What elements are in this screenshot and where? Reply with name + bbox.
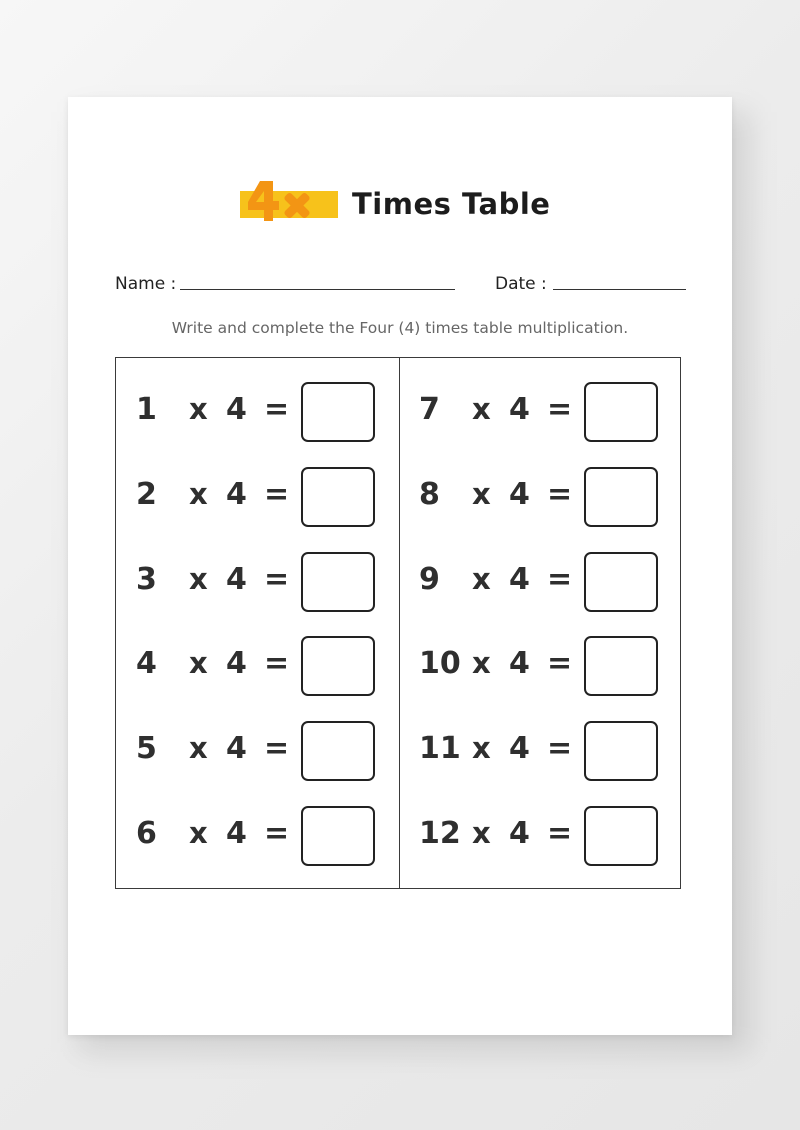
problem-multiplicand: 5 — [136, 731, 157, 766]
four-times-logo-icon — [240, 177, 338, 227]
answer-box[interactable] — [301, 636, 375, 696]
worksheet-header — [240, 177, 570, 227]
worksheet-page — [68, 97, 732, 1035]
problem-multiplicand: 4 — [136, 646, 157, 681]
date-label: Date : — [495, 274, 547, 294]
problem-row — [399, 382, 682, 442]
problem-row — [399, 806, 682, 866]
problem-multiplier: 4 — [509, 562, 530, 597]
equals-sign: = — [547, 646, 573, 681]
answer-box[interactable] — [301, 382, 375, 442]
problem-multiplier: 4 — [509, 392, 530, 427]
times-sign: x — [472, 562, 491, 596]
answer-box[interactable] — [584, 636, 658, 696]
problem-multiplier: 4 — [226, 731, 247, 766]
problem-multiplier: 4 — [226, 816, 247, 851]
problem-multiplier: 4 — [226, 392, 247, 427]
problem-multiplier: 4 — [509, 816, 530, 851]
problem-multiplier: 4 — [509, 731, 530, 766]
equals-sign: = — [547, 477, 573, 512]
problem-multiplicand: 7 — [419, 392, 440, 427]
problem-row — [116, 382, 399, 442]
problem-row — [399, 552, 682, 612]
answer-box[interactable] — [584, 721, 658, 781]
equals-sign: = — [547, 731, 573, 766]
times-sign: x — [189, 392, 208, 426]
times-sign: x — [189, 816, 208, 850]
equals-sign: = — [264, 646, 290, 681]
problem-row — [116, 552, 399, 612]
problem-multiplicand: 6 — [136, 816, 157, 851]
left-column — [116, 358, 399, 888]
equals-sign: = — [264, 392, 290, 427]
equals-sign: = — [264, 731, 290, 766]
name-label: Name : — [115, 274, 177, 294]
problem-multiplicand: 2 — [136, 477, 157, 512]
times-sign: x — [189, 646, 208, 680]
problem-multiplier: 4 — [226, 562, 247, 597]
name-line[interactable] — [180, 289, 455, 290]
times-sign: x — [472, 816, 491, 850]
equals-sign: = — [264, 477, 290, 512]
right-column — [399, 358, 682, 888]
answer-box[interactable] — [301, 467, 375, 527]
answer-box[interactable] — [584, 382, 658, 442]
equals-sign: = — [547, 562, 573, 597]
problem-multiplicand: 9 — [419, 562, 440, 597]
answer-box[interactable] — [301, 552, 375, 612]
problem-row — [399, 467, 682, 527]
problem-multiplicand: 11 — [419, 731, 461, 766]
problem-row — [116, 721, 399, 781]
times-sign: x — [189, 477, 208, 511]
answer-box[interactable] — [301, 806, 375, 866]
problem-row — [399, 721, 682, 781]
instruction-text: Write and complete the Four (4) times table multiplication. — [171, 319, 629, 337]
problem-multiplicand: 3 — [136, 562, 157, 597]
problem-row — [116, 806, 399, 866]
problem-row — [116, 636, 399, 696]
times-sign: x — [472, 477, 491, 511]
times-sign: x — [189, 731, 208, 765]
problem-multiplier: 4 — [509, 477, 530, 512]
equals-sign: = — [264, 562, 290, 597]
times-sign: x — [472, 731, 491, 765]
page-title: Times Table — [352, 187, 551, 221]
problem-multiplier: 4 — [226, 646, 247, 681]
problem-grid — [115, 357, 681, 889]
answer-box[interactable] — [584, 806, 658, 866]
problem-multiplicand: 1 — [136, 392, 157, 427]
problem-multiplier: 4 — [509, 646, 530, 681]
problem-multiplier: 4 — [226, 477, 247, 512]
date-line[interactable] — [553, 289, 686, 290]
problem-row — [399, 636, 682, 696]
problem-multiplicand: 10 — [419, 646, 461, 681]
equals-sign: = — [264, 816, 290, 851]
answer-box[interactable] — [584, 552, 658, 612]
times-sign: x — [189, 562, 208, 596]
equals-sign: = — [547, 816, 573, 851]
answer-box[interactable] — [301, 721, 375, 781]
answer-box[interactable] — [584, 467, 658, 527]
times-sign: x — [472, 392, 491, 426]
times-sign: x — [472, 646, 491, 680]
problem-multiplicand: 8 — [419, 477, 440, 512]
problem-multiplicand: 12 — [419, 816, 461, 851]
problem-row — [116, 467, 399, 527]
equals-sign: = — [547, 392, 573, 427]
